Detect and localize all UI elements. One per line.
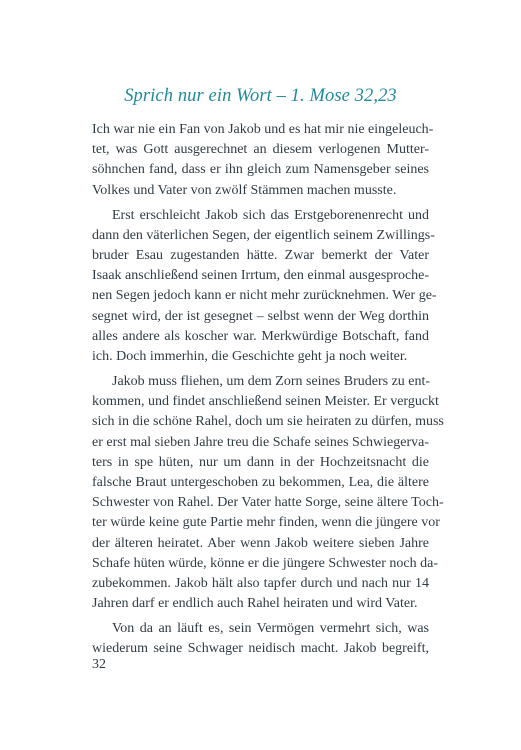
text-line: Erst erschleicht Jakob sich das Erstgeborenenrecht und <box>112 207 429 223</box>
body-text <box>92 120 444 660</box>
text-line: Jahren darf er endlich auch Rahel heiraten und wird Vater. <box>92 596 418 612</box>
text-line: nen Segen jedoch kann er nicht mehr zurücknehmen. Wer ge- <box>92 288 437 304</box>
page-number: 32 <box>92 657 106 672</box>
text-line: Isaak anschließend seinen Irrtum, den einmal ausgesproche- <box>92 268 430 284</box>
text-line: bruder Esau zugestanden hätte. Zwar bemerkt der Vater <box>92 248 429 264</box>
text-line: Schafe hüten würde, könne er die jüngere Schwester noch da- <box>92 555 438 571</box>
text-line: Schwester von Rahel. Der Vater hatte Sorge, seine ältere Toch- <box>92 495 444 511</box>
text-line: der älteren heiratet. Aber wenn Jakob weitere sieben Jahre <box>92 535 429 551</box>
text-line: ters in spe hüten, nur um dann in der Hochzeitsnacht die <box>92 454 429 470</box>
text-line: segnet wird, der ist gesegnet – selbst wenn der Weg dorthin <box>92 308 429 324</box>
paragraph <box>92 372 444 614</box>
text-line: ter würde keine gute Partie mehr finden, wenn die jüngere vor <box>92 515 440 531</box>
text-line: tet, was Gott ausgerechnet an diesem verlogenen Mutter- <box>92 142 429 158</box>
text-line: söhnchen fand, dass er ihn gleich zum Namensgeber seines <box>92 162 429 178</box>
text-line: Von da an läuft es, sein Vermögen vermehrt sich, was <box>112 621 429 637</box>
paragraph <box>92 619 429 659</box>
paragraph <box>92 206 437 368</box>
text-line: dann den väterlichen Segen, der eigentlich seinem Zwillings- <box>92 227 435 243</box>
chapter-title: Sprich nur ein Wort – 1. Mose 32,23 <box>124 86 397 106</box>
text-line: Jakob muss fliehen, um dem Zorn seines Bruders zu ent- <box>112 374 431 390</box>
paragraph <box>92 120 434 201</box>
text-line: alles andere als koscher war. Merkwürdige Botschaft, fand <box>92 328 429 344</box>
text-line: Ich war nie ein Fan von Jakob und es hat mir nie eingeleuch- <box>92 122 434 137</box>
text-line: wiederum seine Schwager neidisch macht. Jakob begreift, <box>92 641 429 657</box>
text-line: Volkes und Vater von zwölf Stämmen machen musste. <box>92 182 397 198</box>
text-line: sich in die schöne Rahel, doch um sie heiraten zu dürfen, muss <box>92 414 444 430</box>
text-line: kommen, und findet anschließend seinen Meister. Er verguckt <box>92 394 439 410</box>
text-line: falsche Braut untergeschoben zu bekommen, Lea, die ältere <box>92 475 429 491</box>
text-line: zubekommen. Jakob hält also tapfer durch und nach nur 14 <box>92 576 429 592</box>
text-line: ich. Doch immerhin, die Geschichte geht ja noch weiter. <box>92 349 408 365</box>
text-line: er erst mal sieben Jahre treu die Schafe seines Schwiegerva- <box>92 434 430 450</box>
